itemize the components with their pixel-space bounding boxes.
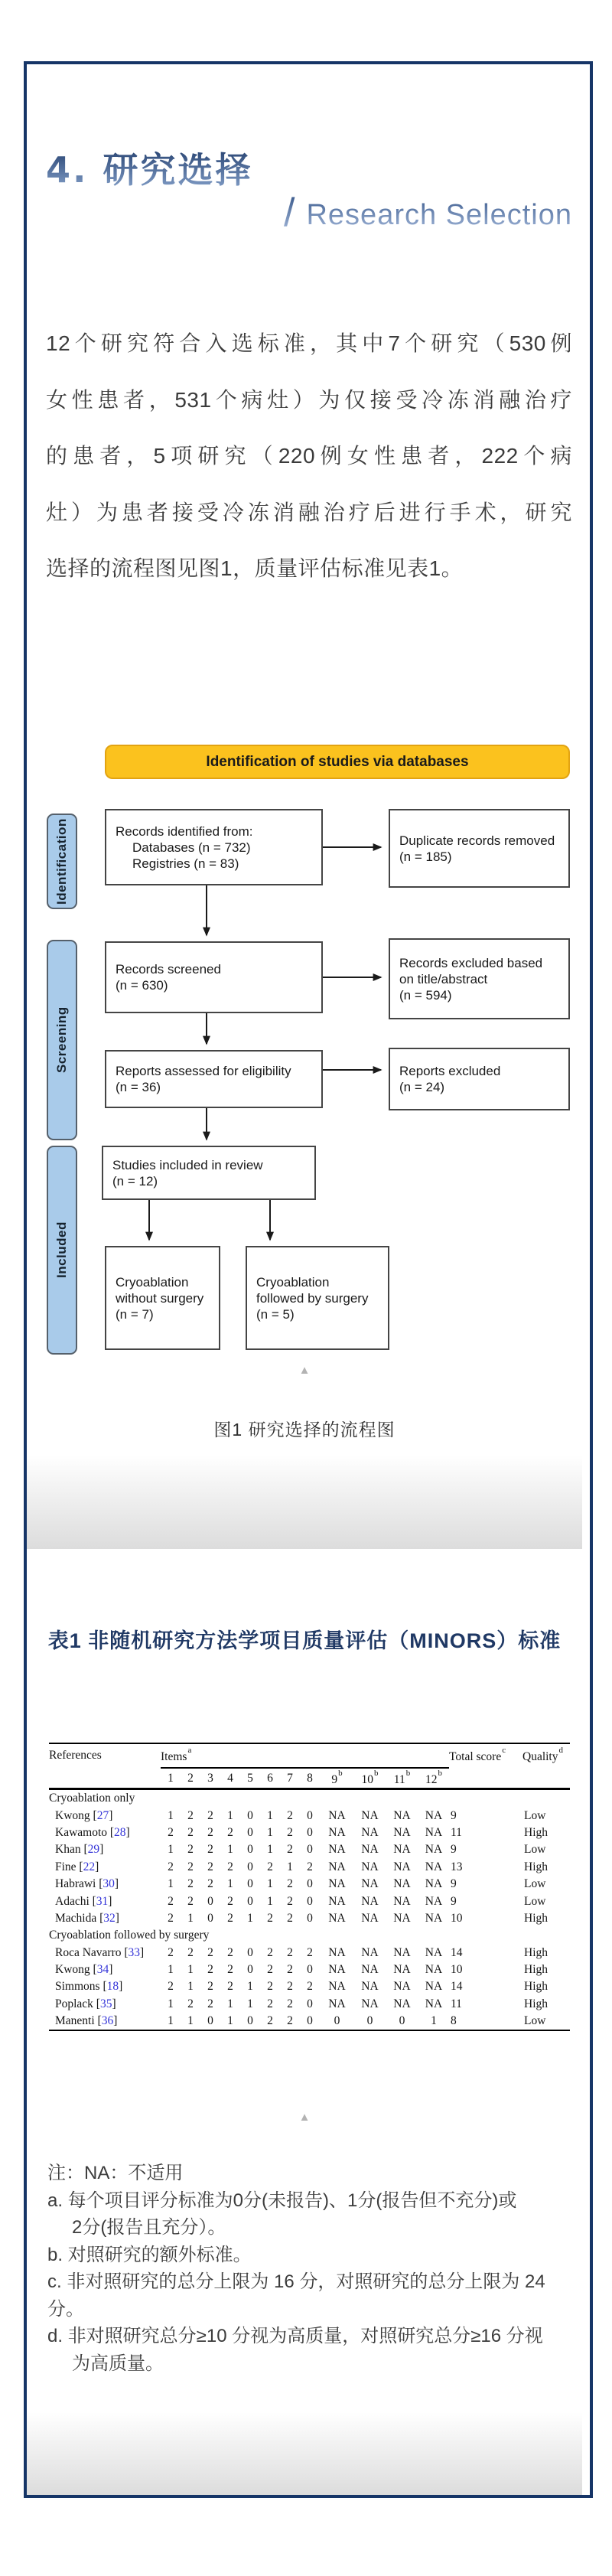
score-cell: 2 — [227, 1911, 233, 1925]
table-row — [49, 2013, 570, 2030]
score-cell: NA — [328, 1843, 346, 1857]
table-header — [49, 1744, 570, 1790]
stage-label-identification: Identification — [47, 814, 77, 909]
total-score-cell: 13 — [451, 1860, 463, 1873]
flow-box-cryo-followed-surgery — [246, 1246, 389, 1350]
score-cell: NA — [393, 1945, 411, 1959]
table-row — [49, 1893, 570, 1909]
score-cell: 0 — [207, 1894, 213, 1908]
section-subtitle — [284, 191, 572, 235]
item-number-superscript: b — [405, 1769, 411, 1778]
flow-box-line: Studies included in review — [112, 1157, 263, 1172]
note-line: 为高质量。 — [72, 2353, 164, 2374]
item-number-header: 4 — [220, 1767, 240, 1788]
score-cell: 0 — [399, 2014, 405, 2028]
score-cell: NA — [425, 1911, 443, 1925]
score-cell: NA — [328, 1963, 346, 1977]
stage-label-screening: Screening — [47, 940, 77, 1140]
reference-cell: Kwong [34] — [55, 1963, 113, 1977]
table-row — [49, 1961, 570, 1978]
reference-cell: Simmons [18] — [55, 1980, 123, 1994]
reference-link[interactable]: 32 — [103, 1911, 116, 1925]
score-cell: 0 — [307, 2014, 313, 2028]
score-cell: 2 — [287, 1825, 293, 1839]
table-row — [49, 1910, 570, 1927]
item-number-header: 2 — [181, 1767, 200, 1788]
item-number-header: 8 — [300, 1767, 320, 1788]
score-cell: 2 — [187, 1843, 194, 1857]
score-cell: NA — [393, 1877, 411, 1891]
score-cell: NA — [425, 1808, 443, 1822]
item-number-superscript: b — [374, 1769, 379, 1778]
score-cell: NA — [425, 1980, 443, 1994]
score-cell: 2 — [168, 1860, 174, 1873]
score-cell: 2 — [207, 1808, 213, 1822]
reference-cell: Kwong [27] — [55, 1808, 113, 1822]
quality-cell: Low — [524, 1877, 546, 1891]
quality-cell: High — [524, 1997, 548, 2010]
score-cell: 0 — [334, 2014, 340, 2028]
score-cell: 2 — [187, 1860, 194, 1873]
score-cell: 2 — [267, 1911, 273, 1925]
flow-box-line: without surgery — [116, 1290, 204, 1306]
score-cell: 2 — [168, 1945, 174, 1959]
total-score-cell: 10 — [451, 1963, 463, 1977]
score-cell: 2 — [287, 2014, 293, 2028]
reference-cell: Fine [22] — [55, 1860, 99, 1873]
reference-cell: Kawamoto [28] — [55, 1825, 130, 1839]
score-cell: 2 — [187, 1825, 194, 1839]
item-number-header: 1 — [161, 1767, 181, 1788]
score-cell: NA — [328, 1911, 346, 1925]
score-cell: 2 — [267, 1980, 273, 1994]
flow-box-line: Duplicate records removed — [399, 833, 555, 848]
score-cell: 2 — [207, 1963, 213, 1977]
score-cell: 2 — [168, 1980, 174, 1994]
score-cell: 0 — [247, 1808, 253, 1822]
score-cell: NA — [328, 1860, 346, 1873]
score-cell: 0 — [247, 1945, 253, 1959]
total-score-cell: 9 — [451, 1808, 457, 1822]
score-cell: 0 — [307, 1843, 313, 1857]
table-body — [49, 1790, 570, 2030]
paragraph-line: 12个研究符合入选标准，其中7个研究（530例 — [46, 331, 572, 355]
intro-paragraph — [46, 315, 572, 597]
score-cell: 1 — [168, 1877, 174, 1891]
up-triangle-icon: ▲ — [298, 1364, 311, 1377]
flow-box-line: (n = 36) — [116, 1080, 161, 1094]
items-label: Items — [161, 1750, 187, 1764]
table-notes — [47, 2160, 571, 2377]
reference-cell: Manenti [36] — [55, 2014, 118, 2028]
table-row — [49, 1841, 570, 1858]
flow-box-line: Cryoablation — [116, 1274, 189, 1290]
item-number-header: 7 — [280, 1767, 300, 1788]
quality-cell: High — [524, 1945, 548, 1959]
total-score-cell: 10 — [451, 1911, 463, 1925]
score-cell: 1 — [168, 2014, 174, 2028]
score-cell: 2 — [207, 1945, 213, 1959]
score-cell: 2 — [227, 1980, 233, 1994]
score-cell: 2 — [267, 1963, 273, 1977]
reference-link[interactable]: 30 — [103, 1877, 115, 1891]
paragraph-line: 的患者，5项研究（220例女性患者，222个病 — [46, 444, 572, 468]
flow-box-records-identified — [105, 809, 323, 885]
score-cell: 2 — [187, 1997, 194, 2010]
table-row — [49, 1978, 570, 1995]
score-cell: NA — [425, 1894, 443, 1908]
quality-cell: High — [524, 1911, 548, 1925]
score-cell: NA — [361, 1894, 379, 1908]
score-cell: NA — [425, 1860, 443, 1873]
score-cell: 2 — [287, 1963, 293, 1977]
flow-box-line: followed by surgery — [256, 1290, 369, 1306]
note-line: 2分(报告且充分）。 — [72, 2217, 226, 2238]
quality-cell: Low — [524, 1894, 546, 1908]
quality-label: Quality — [522, 1750, 558, 1764]
item-number-header: 11$^b$ — [386, 1767, 418, 1788]
item-number-superscript: b — [338, 1769, 343, 1778]
item-number-header: 5 — [240, 1767, 260, 1788]
scroll-shadow-band-top — [27, 1455, 582, 1549]
subtitle-slash-decoration: / — [284, 191, 296, 235]
score-cell: 2 — [267, 1860, 273, 1873]
score-cell: NA — [425, 1945, 443, 1959]
score-cell: NA — [393, 1911, 411, 1925]
item-number-header: 3 — [200, 1767, 220, 1788]
score-cell: 2 — [307, 1980, 313, 1994]
score-cell: NA — [328, 1825, 346, 1839]
score-cell: 1 — [247, 1980, 253, 1994]
subtitle-text: Research Selection — [306, 199, 572, 232]
score-cell: NA — [361, 1980, 379, 1994]
score-cell: 2 — [287, 1877, 293, 1891]
score-cell: 2 — [207, 1877, 213, 1891]
score-cell: 0 — [307, 1997, 313, 2010]
flow-box-line: Records excluded based — [399, 955, 543, 970]
score-cell: 2 — [227, 1945, 233, 1959]
score-cell: 2 — [287, 1808, 293, 1822]
score-cell: 2 — [187, 1877, 194, 1891]
score-cell: NA — [393, 1980, 411, 1994]
paragraph-line: 女性患者，531个病灶）为仅接受冷冻消融治疗 — [46, 387, 572, 412]
reference-cell: Machida [32] — [55, 1911, 119, 1925]
paragraph-line: 灶）为患者接受冷冻消融治疗后进行手术，研究 — [46, 500, 572, 524]
flow-box-records-screened — [105, 941, 323, 1013]
score-cell: 1 — [267, 1825, 273, 1839]
note-line: 注：NA：不适用 — [47, 2163, 184, 2183]
score-cell: 1 — [267, 1877, 273, 1891]
score-cell: 1 — [187, 2014, 194, 2028]
score-cell: 2 — [187, 1945, 194, 1959]
score-cell: 0 — [307, 1894, 313, 1908]
table-row — [49, 1807, 570, 1824]
flow-box-line: Registries (n = 83) — [132, 856, 239, 871]
score-cell: 2 — [227, 1825, 233, 1839]
flow-box-line: Records identified from: — [116, 823, 253, 839]
flow-box-reports-excluded — [389, 1048, 570, 1110]
flow-box-line: Reports excluded — [399, 1064, 501, 1078]
score-cell: NA — [361, 1808, 379, 1822]
paragraph-line: 选择的流程图见图1，质量评估标准见表1。 — [46, 556, 464, 580]
reference-cell: Poplack [35] — [55, 1997, 116, 2010]
score-cell: 1 — [227, 2014, 233, 2028]
score-cell: 0 — [247, 1877, 253, 1891]
score-cell: 2 — [168, 1894, 174, 1908]
score-cell: 2 — [287, 1945, 293, 1959]
reference-cell: Roca Navarro [33] — [55, 1945, 145, 1959]
flow-box-line: (n = 24) — [399, 1080, 445, 1094]
score-cell: 0 — [366, 2014, 373, 2028]
col-header-references: References — [49, 1749, 102, 1762]
score-cell: NA — [393, 1860, 411, 1873]
score-cell: NA — [425, 1963, 443, 1977]
score-cell: 0 — [247, 1894, 253, 1908]
score-cell: 2 — [168, 1825, 174, 1839]
figure1-caption: 图1 研究选择的流程图 — [213, 1420, 396, 1440]
score-cell: NA — [361, 1911, 379, 1925]
score-cell: 0 — [307, 1877, 313, 1891]
reference-link[interactable]: 33 — [128, 1945, 141, 1959]
flow-box-duplicates-removed — [389, 809, 570, 888]
score-cell: NA — [361, 1843, 379, 1857]
score-cell: NA — [393, 1843, 411, 1857]
total-score-cell: 14 — [451, 1980, 463, 1994]
score-cell: NA — [361, 1963, 379, 1977]
quality-cell: High — [524, 1860, 548, 1873]
table-row — [49, 1859, 570, 1876]
score-cell: 2 — [267, 1997, 273, 2010]
score-cell: 1 — [227, 1877, 233, 1891]
score-cell: 1 — [187, 1980, 194, 1994]
score-cell: 0 — [207, 1911, 213, 1925]
table-group-header: Cryoablation only — [49, 1792, 135, 1805]
note-line: c. 非对照研究的总分上限为 16 分，对照研究的总分上限为 24 分。 — [47, 2271, 545, 2320]
score-cell: NA — [328, 1945, 346, 1959]
item-number-header: 12$^b$ — [418, 1767, 449, 1788]
flow-box-line: on title/abstract — [399, 971, 488, 986]
score-cell: NA — [328, 1997, 346, 2010]
total-score-cell: 14 — [451, 1945, 463, 1959]
score-cell: 1 — [227, 1843, 233, 1857]
score-cell: 1 — [227, 1808, 233, 1822]
quality-cell: Low — [524, 1843, 546, 1857]
item-number-header: 10$^b$ — [354, 1767, 386, 1788]
reference-link[interactable]: 18 — [106, 1980, 119, 1994]
score-cell: NA — [361, 1997, 379, 2010]
table-row — [49, 1996, 570, 2013]
flow-box-line: Cryoablation — [256, 1274, 330, 1290]
score-cell: NA — [425, 1997, 443, 2010]
col-header-items — [161, 1744, 449, 1767]
score-cell: 1 — [267, 1808, 273, 1822]
total-score-cell: 11 — [451, 1825, 462, 1839]
section-title: 4. 研究选择 — [46, 142, 253, 193]
score-cell: 0 — [307, 1911, 313, 1925]
reference-link[interactable]: 22 — [83, 1860, 96, 1873]
reference-cell: Adachi [31] — [55, 1894, 112, 1908]
score-cell: 1 — [168, 1963, 174, 1977]
table-group-header: Cryoablation followed by surgery — [49, 1929, 210, 1942]
score-cell: 0 — [247, 1963, 253, 1977]
reference-link[interactable]: 28 — [114, 1825, 126, 1839]
flow-box-reports-assessed — [105, 1050, 323, 1108]
score-cell: 2 — [207, 1843, 213, 1857]
score-cell: 0 — [307, 1825, 313, 1839]
score-cell: NA — [393, 1825, 411, 1839]
note-line: b. 对照研究的额外标准。 — [47, 2244, 252, 2265]
score-cell: 2 — [168, 1911, 174, 1925]
table-row — [49, 1876, 570, 1893]
score-cell: 2 — [207, 1997, 213, 2010]
total-score-cell: 9 — [451, 1877, 457, 1891]
score-cell: NA — [393, 1963, 411, 1977]
score-cell: 0 — [307, 1808, 313, 1822]
reference-link[interactable]: 34 — [96, 1963, 109, 1977]
score-cell: 1 — [287, 1860, 293, 1873]
score-cell: NA — [425, 1843, 443, 1857]
score-cell: 1 — [267, 1843, 273, 1857]
note-line: d. 非对照研究总分≥10 分视为高质量，对照研究总分≥16 分视 — [47, 2326, 543, 2346]
reference-link[interactable]: 31 — [96, 1894, 109, 1908]
item-number-superscript: b — [438, 1769, 442, 1778]
score-cell: 2 — [287, 1997, 293, 2010]
reference-link[interactable]: 27 — [96, 1808, 109, 1822]
total-score-cell: 9 — [451, 1843, 457, 1857]
score-cell: NA — [328, 1877, 346, 1891]
score-cell: 2 — [307, 1945, 313, 1959]
score-cell: 0 — [247, 2014, 253, 2028]
score-cell: 2 — [287, 1911, 293, 1925]
score-cell: 2 — [227, 1894, 233, 1908]
score-cell: 0 — [307, 1963, 313, 1977]
total-score-cell: 8 — [451, 2014, 457, 2028]
score-cell: 2 — [207, 1860, 213, 1873]
score-cell: 2 — [267, 2014, 273, 2028]
score-cell: NA — [328, 1894, 346, 1908]
reference-cell: Habrawi [30] — [55, 1877, 119, 1891]
flow-box-line: (n = 630) — [116, 978, 168, 993]
score-cell: NA — [328, 1808, 346, 1822]
score-cell: 2 — [287, 1843, 293, 1857]
score-cell: 1 — [267, 1894, 273, 1908]
col-header-total-score — [449, 1744, 522, 1767]
flow-box-studies-included — [102, 1146, 316, 1200]
score-cell: NA — [425, 1825, 443, 1839]
items-superscript: a — [187, 1746, 192, 1755]
flowchart-banner: Identification of studies via databases — [105, 745, 570, 779]
flow-box-line: (n = 12) — [112, 1173, 158, 1189]
stage-label-included: Included — [47, 1146, 77, 1355]
score-cell: NA — [361, 1860, 379, 1873]
flow-box-line: Reports assessed for eligibility — [116, 1064, 291, 1078]
score-cell: 0 — [207, 2014, 213, 2028]
flow-box-line: (n = 5) — [256, 1306, 295, 1322]
total-score-superscript: c — [502, 1746, 506, 1755]
note-line: a. 每个项目评分标准为0分(未报告)、1分(报告但不充分)或 — [47, 2190, 517, 2211]
score-cell: 1 — [247, 1911, 253, 1925]
total-score-cell: 11 — [451, 1997, 462, 2010]
minors-table — [49, 1743, 570, 2031]
score-cell: 2 — [287, 1894, 293, 1908]
score-cell: 2 — [187, 1808, 194, 1822]
flow-box-line: (n = 594) — [399, 987, 452, 1003]
score-cell: 2 — [207, 1825, 213, 1839]
score-cell: 2 — [227, 1860, 233, 1873]
score-cell: 1 — [247, 1997, 253, 2010]
score-cell: 1 — [431, 2014, 437, 2028]
prisma-flowchart — [27, 727, 582, 1385]
table-row — [49, 1824, 570, 1841]
score-cell: 1 — [187, 1963, 194, 1977]
reference-link[interactable]: 36 — [101, 2014, 114, 2028]
quality-cell: High — [524, 1980, 548, 1994]
score-cell: 2 — [227, 1963, 233, 1977]
score-cell: NA — [328, 1980, 346, 1994]
score-cell: 1 — [168, 1808, 174, 1822]
score-cell: 2 — [287, 1980, 293, 1994]
reference-link[interactable]: 29 — [87, 1843, 100, 1857]
reference-cell: Khan [29] — [55, 1843, 104, 1857]
table-row — [49, 1945, 570, 1961]
item-number-header: 9$^b$ — [320, 1767, 354, 1788]
quality-cell: Low — [524, 2014, 546, 2028]
flow-box-line: (n = 7) — [116, 1306, 154, 1322]
flow-box-records-excluded — [389, 938, 570, 1019]
score-cell: NA — [393, 1808, 411, 1822]
quality-cell: Low — [524, 1808, 546, 1822]
table1-title: 表1 非随机研究方法学项目质量评估（MINORS）标准 — [47, 1629, 562, 1652]
score-cell: 1 — [187, 1911, 194, 1925]
quality-cell: High — [524, 1825, 548, 1839]
score-cell: NA — [393, 1894, 411, 1908]
score-cell: NA — [361, 1945, 379, 1959]
score-cell: 1 — [168, 1997, 174, 2010]
col-header-quality — [522, 1744, 570, 1767]
score-cell: 1 — [227, 1997, 233, 2010]
quality-cell: High — [524, 1963, 548, 1977]
scroll-shadow-band-bottom — [27, 2412, 582, 2495]
score-cell: 0 — [247, 1825, 253, 1839]
score-cell: 2 — [187, 1894, 194, 1908]
item-number-header: 6 — [260, 1767, 280, 1788]
total-score-cell: 9 — [451, 1894, 457, 1908]
flow-box-line: Records screened — [116, 962, 221, 977]
score-cell: 0 — [247, 1860, 253, 1873]
total-score-label: Total score — [449, 1750, 502, 1764]
reference-link[interactable]: 35 — [99, 1997, 112, 2010]
flow-box-cryo-without-surgery — [105, 1246, 220, 1350]
score-cell: NA — [361, 1825, 379, 1839]
score-cell: 2 — [307, 1860, 313, 1873]
quality-superscript: d — [558, 1746, 563, 1755]
flow-box-line: (n = 185) — [399, 849, 452, 864]
score-cell: NA — [361, 1877, 379, 1891]
score-cell: NA — [425, 1877, 443, 1891]
up-triangle-icon: ▲ — [298, 2111, 311, 2124]
score-cell: 0 — [247, 1843, 253, 1857]
flow-box-line: Databases (n = 732) — [132, 840, 251, 855]
score-cell: NA — [393, 1997, 411, 2010]
score-cell: 2 — [267, 1945, 273, 1959]
score-cell: 2 — [207, 1980, 213, 1994]
score-cell: 1 — [168, 1843, 174, 1857]
